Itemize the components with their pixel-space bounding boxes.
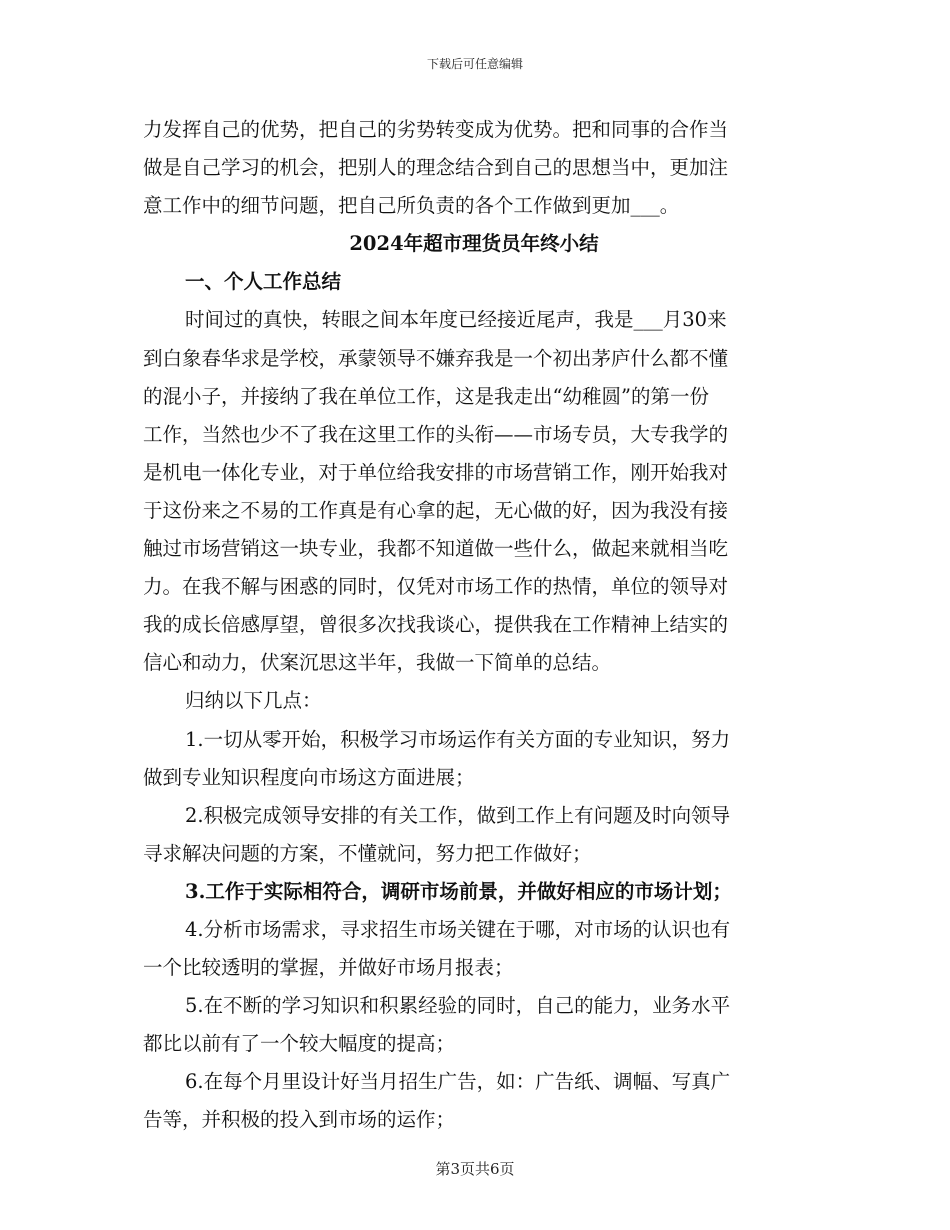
section-heading: 一、个人工作总结 [185, 270, 342, 294]
list-item [143, 911, 805, 987]
document-title: 2024年超市理货员年终小结 [349, 232, 599, 256]
list-item [143, 797, 805, 873]
list-item [143, 721, 805, 797]
text-line: 意工作中的细节问题，把自己所负责的各个工作做到更加___。 [143, 194, 680, 218]
text-line: 都比以前有了一个较大幅度的提高； [143, 1032, 456, 1056]
text-line: 到白象春华求是学校，承蒙领导不嫌弃我是一个初出茅庐什么都不懂 [143, 346, 729, 370]
text-line: 触过市场营销这一块专业，我都不知道做一些什么，做起来就相当吃 [143, 537, 729, 561]
list-item: 3.工作于实际相符合，调研市场前景，并做好相应的市场计划； [185, 879, 732, 903]
list-item [143, 987, 805, 1063]
paragraph-intro [143, 301, 805, 682]
text-line: 我的成长倍感厚望，曾很多次找我谈心，提供我在工作精神上结实的 [143, 613, 729, 637]
text-line: 信心和动力，伏案沉思这半年，我做一下简单的总结。 [143, 651, 612, 675]
page-footer: 第3页共6页 [435, 1160, 515, 1178]
text-line: 工作，当然也少不了我在这里工作的头衔——市场专员，大专我学的 [143, 422, 729, 446]
text-line: 2.积极完成领导安排的有关工作，做到工作上有问题及时向领导 [185, 803, 731, 827]
text-line: 告等，并积极的投入到市场的运作； [143, 1108, 456, 1132]
text-line: 做到专业知识程度向市场这方面进展； [143, 765, 475, 789]
text-line: 1.一切从零开始，积极学习市场运作有关方面的专业知识，努力 [185, 727, 731, 751]
text-line: 做是自己学习的机会，把别人的理念结合到自己的思想当中，更加注 [143, 156, 729, 180]
document-body [143, 111, 805, 1140]
paragraph-summary-lead: 归纳以下几点： [185, 689, 322, 713]
text-line: 寻求解决问题的方案，不懂就问，努力把工作做好； [143, 841, 592, 865]
text-line: 的混小子，并接纳了我在单位工作，这是我走出“幼稚圆”的第一份 [143, 384, 709, 408]
list-item [143, 1063, 805, 1139]
page-header: 下载后可任意编辑 [426, 57, 523, 71]
text-line: 4.分析市场需求，寻求招生市场关键在于哪，对市场的认识也有 [185, 917, 731, 941]
paragraph-continuation [143, 111, 805, 225]
text-line: 5.在不断的学习知识和积累经验的同时，自己的能力，业务水平 [185, 994, 731, 1018]
text-line: 力。在我不解与困惑的同时，仅凭对市场工作的热情，单位的领导对 [143, 575, 729, 599]
text-line: 力发挥自己的优势，把自己的劣势转变成为优势。把和同事的合作当 [143, 118, 729, 141]
text-line: 6.在每个月里设计好当月招生广告，如：广告纸、调幅、写真广 [185, 1070, 731, 1094]
text-line: 时间过的真快，转眼之间本年度已经接近尾声，我是___月30来 [185, 308, 727, 332]
text-line: 是机电一体化专业，对于单位给我安排的市场营销工作，刚开始我对 [143, 460, 729, 484]
text-line: 一个比较透明的掌握，并做好市场月报表； [143, 956, 514, 980]
text-line: 于这份来之不易的工作真是有心拿的起，无心做的好，因为我没有接 [143, 498, 729, 522]
